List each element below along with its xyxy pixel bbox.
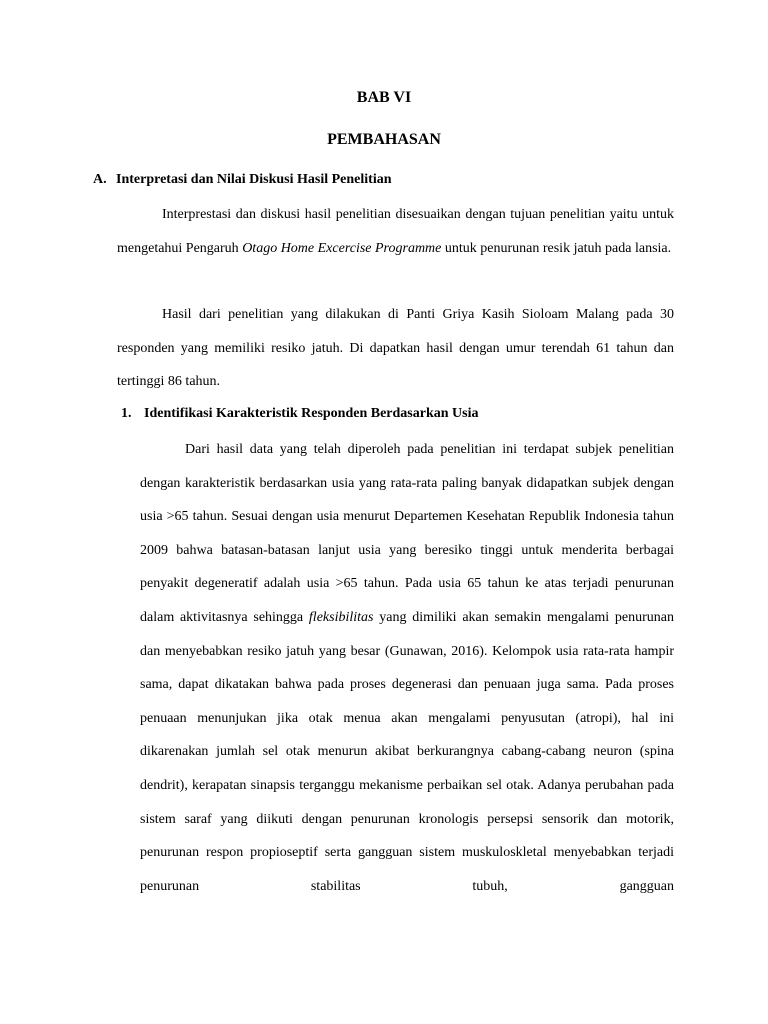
chapter-number: BAB VI (356, 89, 412, 106)
subsection-marker: 1. (121, 406, 132, 421)
term-emphasis: fleksibilitas (308, 609, 374, 625)
subsection-heading (121, 404, 478, 424)
paragraph-results (117, 298, 674, 399)
subsection-title: Identifikasi Karakteristik Responden Berdasarkan Usia (144, 406, 479, 421)
paragraph-text: Hasil dari penelitian yang dilakukan di Panti Griya Kasih Sioloam Malang pada 30 responden yang memiliki resiko jatuh. Di dapatkan hasil dengan umur terendah 61 tahun dan tertinggi 86 tahun. (117, 307, 674, 390)
paragraph-text: Dari hasil data yang telah diperoleh pada penelitian ini terdapat subjek penelitian dengan karakteristik berdasarkan usia yang rata-rata paling banyak didapatkan subjek dengan usia >65 tahun. Sesuai dengan usia menurut Departemen Kesehatan Republik Indonesia tahun 2009 bahwa batasan-batasan lanjut usia yang beresiko tinggi untuk menderita berbagai penyakit degeneratif adalah usia >65 tahun. Pada usia 65 tahun ke atas terjadi penurunan dalam aktivitasnya sehingga (140, 442, 674, 625)
section-title: Interpretasi dan Nilai Diskusi Hasil Penelitian (116, 172, 392, 187)
paragraph-text: yang dimiliki akan semakin mengalami penurunan dan menyebabkan resiko jatuh yang besar (Gunawan, 2016). Kelompok usia rata-rata hampir sama, dapat dikatakan bahwa pada proses degenerasi dan penuaan juga sama. Pada proses penuaan menunjukan jika otak menua akan mengalami penyusutan (atropi), hal ini dikarenakan jumlah sel otak menurun akibat berkurangnya cabang-cabang neuron (spina dendrit), kerapatan sinapsis terganggu mekanisme perbaikan sel otak. Adanya perubahan pada sistem saraf yang diikuti dengan penurunan kronologis persepsi sensorik dan motorik, penurunan respon propioseptif serta gangguan sistem muskuloskletal menyebabkan terjadi penurunan stabilitas tubuh, gangguan (140, 609, 674, 894)
section-marker: A. (93, 172, 107, 187)
program-name-emphasis: Otago Home Excercise Programme (242, 240, 442, 256)
paragraph-text: Interprestasi dan diskusi hasil penelitian disesuaikan dengan tujuan penelitian yaitu untuk mengetahui Pengaruh (117, 207, 674, 256)
paragraph-age-characteristics (140, 433, 674, 903)
section-heading (93, 170, 392, 190)
paragraph-text: untuk penurunan resik jatuh pada lansia. (441, 240, 672, 256)
paragraph-interpretation (117, 198, 674, 265)
chapter-title: PEMBAHASAN (327, 131, 441, 148)
